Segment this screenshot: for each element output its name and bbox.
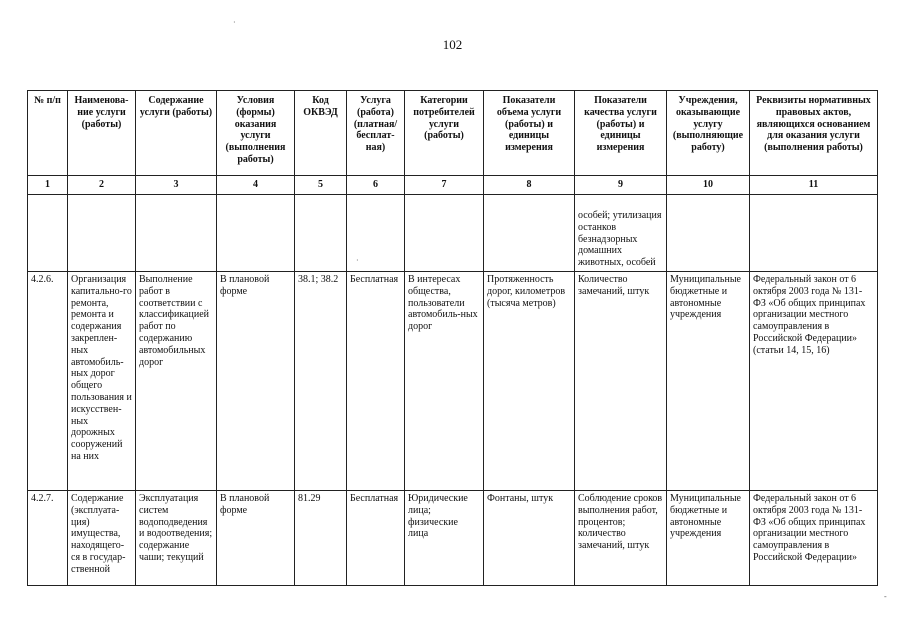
table-cell: особей; утилизация останков безнадзорных домашних животных, особей: [575, 195, 667, 272]
col-header: Показатели объема услуги (работы) и единицы измерения: [484, 91, 575, 176]
col-header: Код ОКВЭД: [295, 91, 347, 176]
col-number: 3: [136, 176, 217, 195]
volume-indicator-cell: Протяженность дорог, километров (тысяча метров): [484, 272, 575, 491]
col-number: 5: [295, 176, 347, 195]
service-name-cell: Содержание (эксплуата-ция) имущества, находящего-ся в государ-ственной: [68, 491, 136, 586]
okved-code-cell: 38.1; 38.2: [295, 272, 347, 491]
service-name-cell: Организация капитально-го ремонта, ремонта и содержания закреплен-ных автомобиль-ных дорог общего пользования и искусствен-ных дорожных сооружений на них: [68, 272, 136, 491]
institution-cell: Муниципальные бюджетные и автономные учреждения: [667, 491, 750, 586]
table-cell: [484, 195, 575, 272]
quality-indicator-cell: Соблюдение сроков выполнения работ, процентов; количество замечаний, штук: [575, 491, 667, 586]
row-number-cell: 4.2.6.: [28, 272, 68, 491]
table-row: [28, 272, 878, 491]
col-number: 11: [750, 176, 878, 195]
services-table: [27, 90, 878, 586]
payment-type-cell: Бесплатная: [347, 272, 405, 491]
col-number: 8: [484, 176, 575, 195]
col-header: Наименова-ние услуги (работы): [68, 91, 136, 176]
consumer-category-cell: В интересах общества, пользователи автомобиль-ных дорог: [405, 272, 484, 491]
col-number: 9: [575, 176, 667, 195]
institution-cell: Муниципальные бюджетные и автономные учреждения: [667, 272, 750, 491]
table-cell: [405, 195, 484, 272]
quality-indicator-cell: Количество замечаний, штук: [575, 272, 667, 491]
scan-speck: -: [884, 592, 887, 601]
table-row: [28, 491, 878, 586]
volume-indicator-cell: Фонтаны, штук: [484, 491, 575, 586]
service-conditions-cell: В плановой форме: [217, 491, 295, 586]
table-cell: [750, 195, 878, 272]
legal-act-cell: Федеральный закон от 6 октября 2003 года № 131-ФЗ «Об общих принципах организации местного самоуправления в Российской Федерации» (статьи 14, 15, 16): [750, 272, 878, 491]
legal-act-cell: Федеральный закон от 6 октября 2003 года № 131-ФЗ «Об общих принципах организации местного самоуправления в Российской Федерации»: [750, 491, 878, 586]
table-row: [28, 195, 878, 272]
table-cell: [217, 195, 295, 272]
col-number: 7: [405, 176, 484, 195]
table-cell: [136, 195, 217, 272]
table-cell: [68, 195, 136, 272]
col-header: Учреждения, оказывающие услугу (выполняющие работу): [667, 91, 750, 176]
table-cell: [28, 195, 68, 272]
col-number: 6: [347, 176, 405, 195]
col-number: 2: [68, 176, 136, 195]
consumer-category-cell: Юридические лица; физические лица: [405, 491, 484, 586]
header-row: [28, 91, 878, 176]
col-header: Содержание услуги (работы): [136, 91, 217, 176]
col-header: Условия (формы) оказания услуги (выполнения работы): [217, 91, 295, 176]
page-number: 102: [442, 37, 463, 52]
scan-speck: ·: [233, 18, 236, 27]
table-cell: [667, 195, 750, 272]
service-content-cell: Выполнение работ в соответствии с классификацией работ по содержанию автомобильных дорог: [136, 272, 217, 491]
col-number: 1: [28, 176, 68, 195]
scan-speck: ·: [356, 256, 359, 265]
col-header: Реквизиты нормативных правовых актов, являющихся основанием для оказания услуги (выполнения работы): [750, 91, 878, 176]
col-header: № п/п: [28, 91, 68, 176]
col-header: Показатели качества услуги (работы) и единицы измерения: [575, 91, 667, 176]
column-number-row: [28, 176, 878, 195]
payment-type-cell: Бесплатная: [347, 491, 405, 586]
table-cell: [295, 195, 347, 272]
row-number-cell: 4.2.7.: [28, 491, 68, 586]
service-content-cell: Эксплуатация систем водоподведения и водоотведения; содержание чаши; текущий: [136, 491, 217, 586]
col-header: Категории потребителей услуги (работы): [405, 91, 484, 176]
col-header: Услуга (работа) (платная/ бесплат-ная): [347, 91, 405, 176]
col-number: 10: [667, 176, 750, 195]
col-number: 4: [217, 176, 295, 195]
okved-code-cell: 81.29: [295, 491, 347, 586]
service-conditions-cell: В плановой форме: [217, 272, 295, 491]
